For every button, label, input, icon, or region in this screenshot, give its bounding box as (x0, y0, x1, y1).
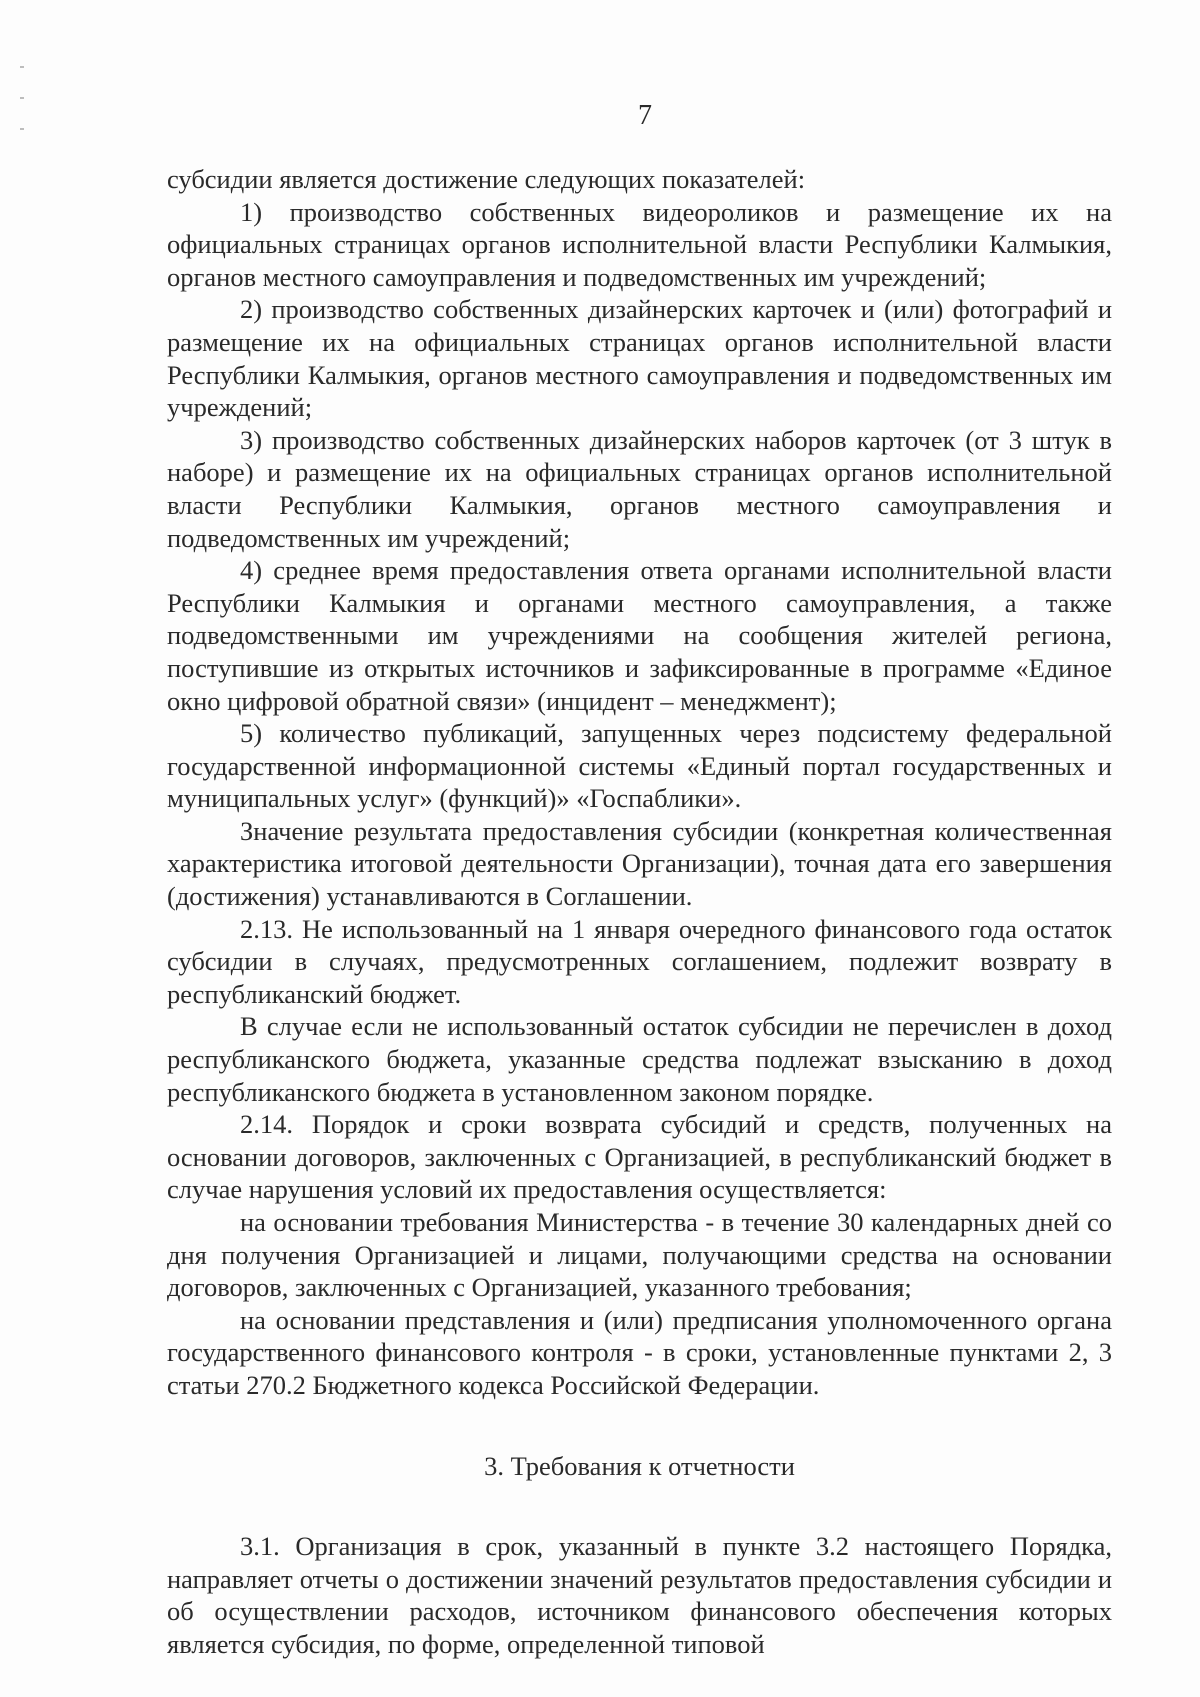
page-number: 7 (638, 100, 652, 131)
list-item-4: 4) среднее время предоставления ответа органами исполнительной власти Республики Калмыкия и органами местного самоуправления, а также подведомственными им учреждениями на сообщения жителей региона, поступившие из открытых источников и зафиксированные в программе «Единое окно цифровой обратной связи» (инцидент – менеджмент); (167, 555, 1112, 716)
list-item-5: 5) количество публикаций, запущенных через подсистему федеральной государственной информационной системы «Единый портал государственных и муниципальных услуг» (функций)» «Госпаблики». (167, 718, 1112, 814)
list-item-1: 1) производство собственных видеороликов и размещение их на официальных страницах органов исполнительной власти Республики Калмыкия, органов местного самоуправления и подведомственных им учреждений; (167, 196, 1112, 292)
paragraph: на основании требования Министерства - в течение 30 календарных дней со дня получения Организацией и лицами, получающими средства на основании договоров, заключенных с Организацией, указанного требования; (167, 1207, 1112, 1303)
scan-artifact (20, 97, 24, 99)
section-title: 3. Требования к отчетности (484, 1450, 795, 1481)
paragraph: Значение результата предоставления субсидии (конкретная количественная характеристика итоговой деятельности Организации), точная дата его завершения (достижения) устанавливаются в Соглашении. (167, 815, 1112, 912)
list-item-2: 2) производство собственных дизайнерских карточек и (или) фотографий и размещение их на официальных страницах органов исполнительной власти Республики Калмыкия, органов местного самоуправления и подведомственных им учреждений; (167, 294, 1112, 423)
paragraph: субсидии является достижение следующих показателей: (167, 164, 806, 194)
clause-2-14: 2.14. Порядок и сроки возврата субсидий и средств, полученных на основании договоров, заключенных с Организацией, в республиканский бюджет в случае нарушения условий их предоставления осуществляется: (167, 1109, 1112, 1205)
paragraph: на основании представления и (или) предписания уполномоченного органа государственного финансового контроля - в сроки, установленные пунктами 2, 3 статьи 270.2 Бюджетного кодекса Российской Федерации. (167, 1304, 1112, 1400)
clause-3-1: 3.1. Организация в срок, указанный в пункте 3.2 настоящего Порядка, направляет отчеты о достижении значений результатов предоставления субсидии и об осуществлении расходов, источником финансового обеспечения которых является субсидия, по форме, определенной типовой (167, 1531, 1112, 1659)
scan-artifact (20, 66, 24, 68)
paragraph: В случае если не использованный остаток субсидии не перечислен в доход республиканского бюджета, указанные средства подлежат взысканию в доход республиканского бюджета в установленном законом порядке. (167, 1011, 1112, 1107)
document-body (167, 163, 1112, 1661)
list-item-3: 3) производство собственных дизайнерских наборов карточек (от 3 штук в наборе) и размещение их на официальных страницах органов исполнительной власти Республики Калмыкия, органов местного самоуправления и подведомственных им учреждений; (167, 424, 1112, 553)
clause-2-13: 2.13. Не использованный на 1 января очередного финансового года остаток субсидии в случаях, предусмотренных соглашением, подлежит возврату в республиканский бюджет. (167, 913, 1112, 1009)
